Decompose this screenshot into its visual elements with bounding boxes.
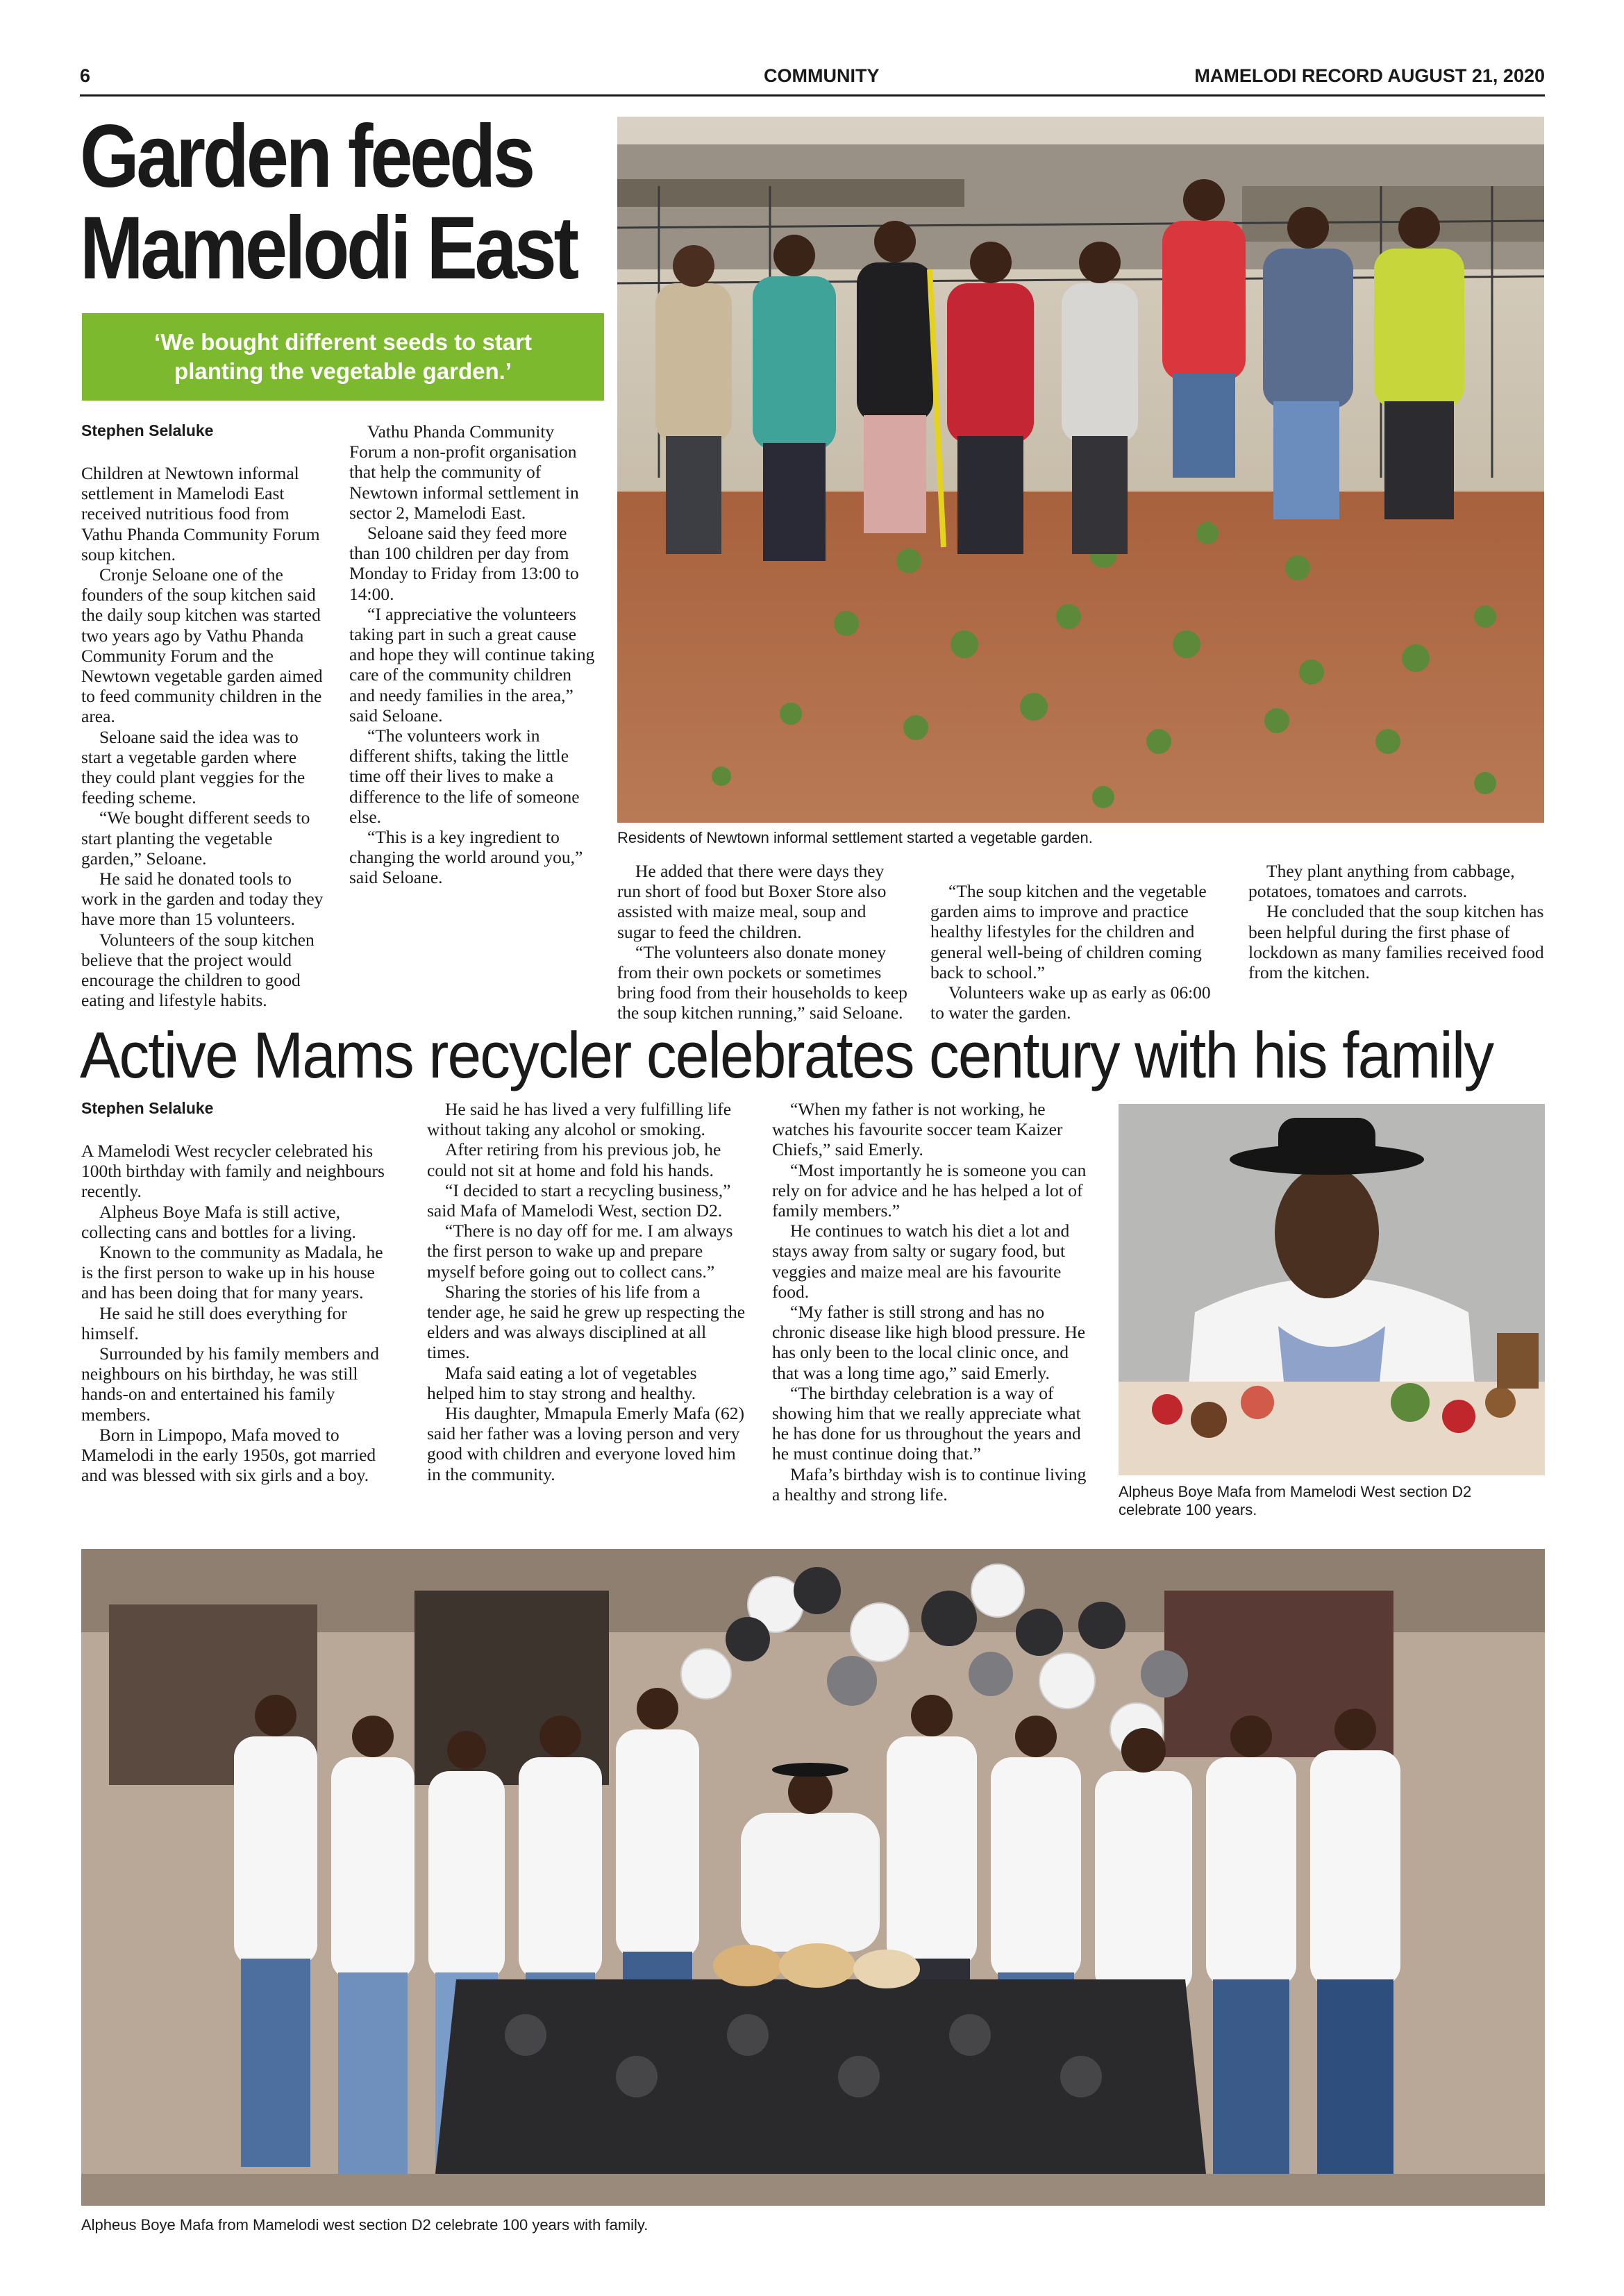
family-photo-caption: Alpheus Boye Mafa from Mamelodi west section D2 celebrate 100 years with family. [81, 2216, 648, 2234]
story1-paragraph: Volunteers wake up as early as 06:00 to water the garden. [930, 982, 1211, 1023]
story2-paragraph: “Most importantly he is someone you can rely on for advice and he has helped a lot of family members.” [772, 1159, 1087, 1221]
story1-paragraph: He concluded that the soup kitchen has been helpful during the first phase of lockdown as many families received food from the kitchen. [1248, 901, 1544, 983]
story2-paragraph: Known to the community as Madala, he is the first person to wake up in his house and has been doing that for many years. [81, 1242, 383, 1303]
portrait-photo [1119, 1104, 1545, 1475]
story2-byline: Stephen Selaluke [81, 1099, 214, 1117]
story2-paragraph: “I decided to start a recycling business,” said Mafa of Mamelodi West, section D2. [427, 1180, 731, 1221]
portrait-caption-line1: Alpheus Boye Mafa from Mamelodi West section D2 [1119, 1483, 1472, 1500]
story2-paragraph: Alpheus Boye Mafa is still active, collecting cans and bottles for a living. [81, 1201, 356, 1242]
publication-date: MAMELODI RECORD AUGUST 21, 2020 [1194, 65, 1545, 86]
story2-paragraph: “The birthday celebration is a way of showing him that we really appreciate what he has done for us throughout the years and he must continue doing that.” [772, 1382, 1081, 1464]
story1-paragraph: Seloane said the idea was to start a vegetable garden where they could plant veggies for the feeding scheme. [81, 726, 305, 808]
story2-paragraph: Mafa said eating a lot of vegetables helped him to stay strong and healthy. [427, 1362, 697, 1403]
story1-paragraph: “The soup kitchen and the vegetable garden aims to improve and practice healthy lifestyles for the children and general well-being of children coming back to school.” [930, 881, 1207, 982]
pullquote-line2: planting the vegetable garden.’ [174, 358, 512, 384]
story2-paragraph: “My father is still strong and has no chronic disease like high blood pressure. He has only been to the local clinic once, and that was a long time ago,” said Emerly. [772, 1302, 1086, 1383]
page-number: 6 [80, 65, 91, 86]
section-label: COMMUNITY [764, 65, 880, 86]
story1-headline [80, 107, 576, 298]
portrait-caption-line2: celebrate 100 years. [1119, 1501, 1257, 1518]
story2-paragraph: He said he still does everything for himself. [81, 1302, 347, 1343]
pullquote-line1: ‘We bought different seeds to start [154, 329, 532, 355]
story1-paragraph: “The volunteers also donate money from their own pockets or sometimes bring food from their households to keep the soup kitchen running,” said Seloane. [617, 941, 907, 1023]
story1-column-2 [349, 421, 598, 888]
story2-headline: Active Mams recycler celebrates century with his family [80, 1019, 1493, 1091]
story2-paragraph: He continues to watch his diet a lot and stays away from salty or sugary food, but veggies and maize meal are his favourite food. [772, 1221, 1070, 1302]
story1-paragraph: Children at Newtown informal settlement in Mamelodi East received nutritious food from Vathu Phanda Community Forum soup kitchen. [81, 463, 320, 564]
header-rule [80, 94, 1545, 97]
story1-column-5 [1248, 861, 1544, 982]
story2-paragraph: A Mamelodi West recycler celebrated his 100th birthday with family and neighbours recently. [81, 1141, 385, 1202]
story1-headline-line2: Mamelodi East [80, 199, 576, 298]
story2-column-1 [81, 1141, 392, 1485]
story1-paragraph: “The volunteers work in different shifts, taking the little time off their lives to make a difference to the life of someone else. [349, 726, 580, 827]
story2-column-2 [427, 1099, 746, 1484]
story2-paragraph: Surrounded by his family members and neighbours on his birthday, he was still hands-on and entertained his family members. [81, 1343, 379, 1425]
story1-byline: Stephen Selaluke [81, 421, 214, 439]
garden-photo [617, 117, 1544, 823]
story1-pullquote [82, 313, 604, 401]
story2-paragraph: Mafa’s birthday wish is to continue living a healthy and strong life. [772, 1464, 1087, 1505]
story1-paragraph: They plant anything from cabbage, potatoes, tomatoes and carrots. [1248, 861, 1515, 902]
story1-paragraph: He said he donated tools to work in the garden and today they have more than 15 volunteers. [81, 869, 324, 930]
story2-paragraph: “When my father is not working, he watches his favourite soccer team Kaizer Chiefs,” said Emerly. [772, 1099, 1063, 1160]
story1-paragraph: He added that there were days they run short of food but Boxer Store also assisted with maize meal, soup and sugar to feed the children. [617, 861, 887, 942]
story1-paragraph: Volunteers of the soup kitchen believe that the project would encourage the children to good eating and lifestyle habits. [81, 929, 315, 1011]
story1-paragraph: “We bought different seeds to start planting the vegetable garden,” Seloane. [81, 807, 310, 869]
garden-photo-caption: Residents of Newtown informal settlement started a vegetable garden. [617, 829, 1093, 846]
story2-paragraph: “There is no day off for me. I am always the first person to wake up and prepare myself before going out to collect cans.” [427, 1221, 733, 1282]
story1-paragraph: Vathu Phanda Community Forum a non-profit organisation that help the community of Newtown informal settlement in sector 2, Mamelodi East. [349, 421, 579, 523]
story1-paragraph: “I appreciative the volunteers taking part in such a great cause and hope they will continue taking care of the community children and needy families in the area,” said Seloane. [349, 603, 595, 726]
story1-column-3 [617, 861, 907, 1023]
story1-paragraph: Cronje Seloane one of the founders of the soup kitchen said the daily soup kitchen was started two years ago by Vathu Phanda Community Forum and the Newtown vegetable garden aimed to feed community children in the area. [81, 564, 323, 727]
family-photo [81, 1549, 1545, 2206]
story1-headline-line1: Garden feeds [80, 107, 533, 206]
story2-column-3 [772, 1099, 1091, 1505]
story2-paragraph: Sharing the stories of his life from a tender age, he said he grew up respecting the elders and was always disciplined at all times. [427, 1281, 746, 1363]
story2-paragraph: His daughter, Mmapula Emerly Mafa (62) said her father was a loving person and very good with children and everyone loved him in the community. [427, 1403, 744, 1484]
story1-paragraph: “This is a key ingredient to changing the world around you,” said Seloane. [349, 827, 583, 888]
story2-paragraph: After retiring from his previous job, he could not sit at home and fold his hands. [427, 1139, 721, 1180]
story1-paragraph: Seloane said they feed more than 100 children per day from Monday to Friday from 13:00 to 14:00. [349, 523, 579, 604]
portrait-caption [1119, 1483, 1545, 1519]
story1-column-1 [81, 463, 330, 1010]
story2-paragraph: Born in Limpopo, Mafa moved to Mamelodi in the early 1950s, got married and was blessed with six girls and a boy. [81, 1424, 376, 1486]
story1-column-4 [930, 881, 1221, 1023]
story2-paragraph: He said he has lived a very fulfilling life without taking any alcohol or smoking. [427, 1099, 732, 1140]
